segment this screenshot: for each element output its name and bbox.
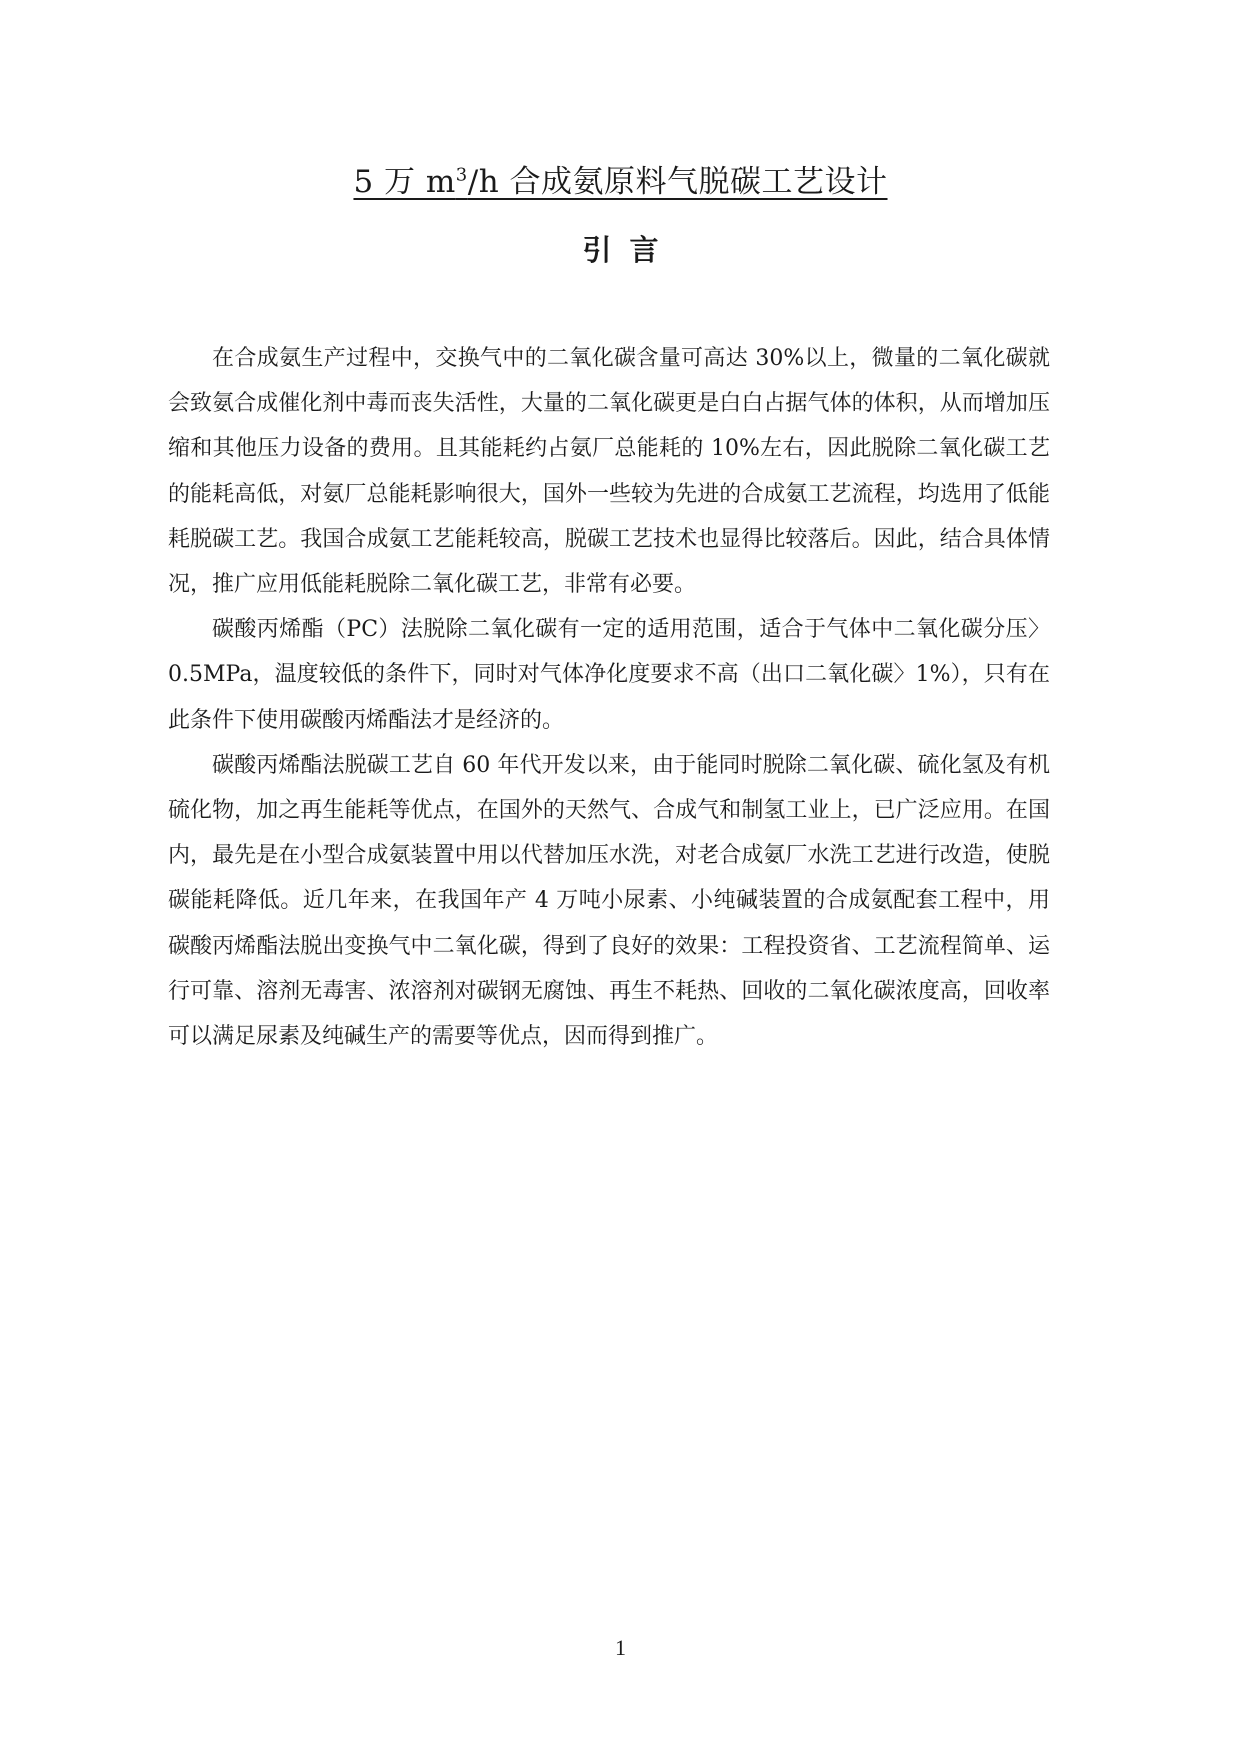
paragraph-1: 在合成氨生产过程中，交换气中的二氧化碳含量可高达 30%以上，微量的二氧化碳就会致氨合成催化剂中毒而丧失活性，大量的二氧化碳更是白白占据气体的体积，从而增加压缩和其他压力设备的费用。且其能耗约占氨厂总能耗的 10%左右，因此脱除二氧化碳工艺的能耗高低，对氨厂总能耗影响很大，国外一些较为先进的合成氨工艺流程，均选用了低能耗脱碳工艺。我国合成氨工艺能耗较高，脱碳工艺技术也显得比较落后。因此，结合具体情况，推广应用低能耗脱除二氧化碳工艺，非常有必要。 [168, 346, 1050, 598]
body-text [168, 336, 1050, 1059]
document-title-text [353, 164, 887, 200]
paragraph-2: 碳酸丙烯酯（PC）法脱除二氧化碳有一定的适用范围，适合于气体中二氧化碳分压〉0.5MPa，温度较低的条件下，同时对气体净化度要求不高（出口二氧化碳〉1%），只有在此条件下使用碳酸丙烯酯法才是经济的。 [168, 617, 1050, 733]
title-superscript: 3 [455, 164, 468, 186]
title-prefix: 5 万 m [353, 164, 456, 200]
document-title [0, 160, 1241, 204]
title-suffix: /h 合成氨原料气脱碳工艺设计 [467, 164, 888, 200]
paragraph-3: 碳酸丙烯酯法脱碳工艺自 60 年代开发以来，由于能同时脱除二氧化碳、硫化氢及有机硫化物，加之再生能耗等优点，在国外的天然气、合成气和制氢工业上，已广泛应用。在国内，最先是在小型合成氨装置中用以代替加压水洗，对老合成氨厂水洗工艺进行改造，使脱碳能耗降低。近几年来，在我国年产 4 万吨小尿素、小纯碱装置的合成氨配套工程中，用碳酸丙烯酯法脱出变换气中二氧化碳，得到了良好的效果：工程投资省、工艺流程简单、运行可靠、溶剂无毒害、浓溶剂对碳钢无腐蚀、再生不耗热、回收的二氧化碳浓度高，回收率可以满足尿素及纯碱生产的需要等优点，因而得到推广。 [168, 752, 1050, 1050]
page-number: 1 [615, 1635, 626, 1660]
section-heading: 引言 [582, 233, 677, 267]
